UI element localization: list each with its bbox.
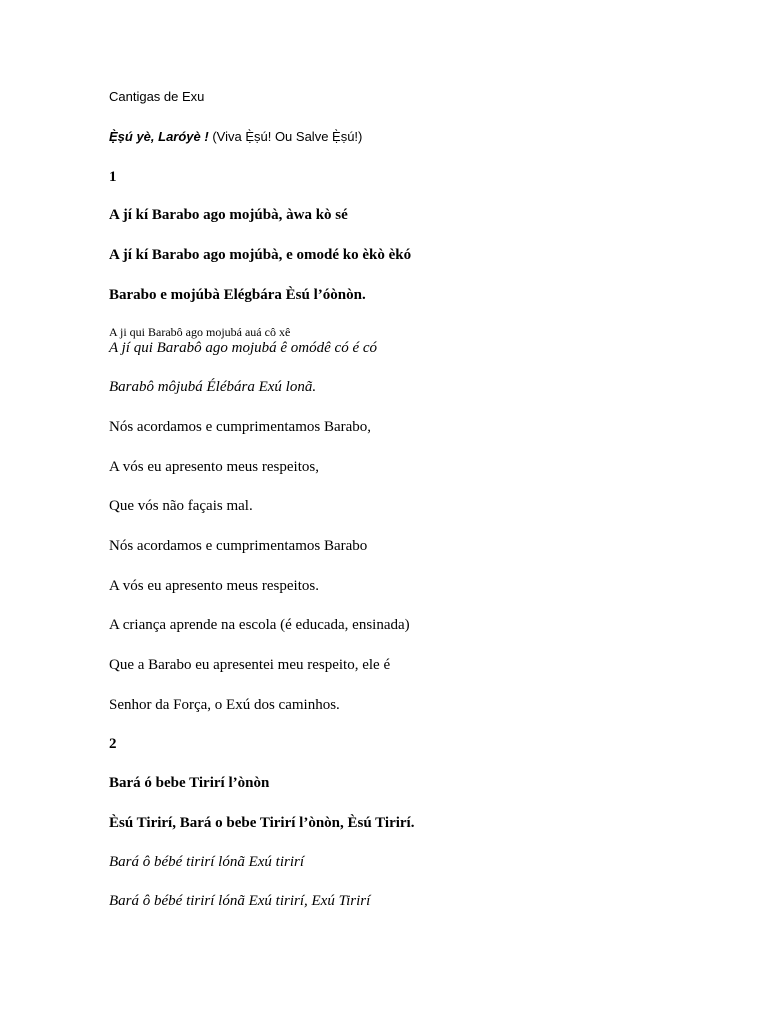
- yoruba-line: Barabo e mojúbà Elégbára Èsú l’óònòn.: [109, 287, 366, 303]
- translation-line: Que vós não façais mal.: [109, 498, 253, 514]
- section-number-1: 1: [109, 169, 117, 185]
- yoruba-line: A jí kí Barabo ago mojúbà, àwa kò sé: [109, 207, 348, 223]
- phonetic-line: Bará ô bébé tirirí lónã Exú tirirí: [109, 854, 304, 870]
- translation-line: Nós acordamos e cumprimentamos Barabo,: [109, 419, 372, 435]
- translation-line: A criança aprende na escola (é educada, ensinada): [109, 617, 410, 633]
- greeting-line: [109, 129, 362, 144]
- yoruba-line: Bará ó bebe Tirirí l’ònòn: [109, 775, 270, 791]
- greeting-translation: (Viva Ẹ̀ṣú! Ou Salve Ẹ̀ṣú!): [208, 129, 363, 144]
- phonetic-line: Bará ô bébé tirirí lónã Exú tirirí, Exú Tirirí: [109, 893, 371, 909]
- translation-line: Nós acordamos e cumprimentamos Barabo: [109, 538, 368, 554]
- yoruba-line: A jí kí Barabo ago mojúbà, e omodé ko èkò èkó: [109, 247, 412, 263]
- greeting-yoruba: Ẹ̀ṣú yè, Laróyè !: [109, 129, 209, 144]
- yoruba-line: Èsú Tirirí, Bará o bebe Tirirí l’ònòn, Èsú Tirirí.: [109, 815, 415, 831]
- phonetic-line: A jí qui Barabô ago mojubá ê omódê có é có: [109, 340, 378, 356]
- phonetic-line-small: A ji qui Barabô ago mojubá auá cô xê: [109, 325, 291, 339]
- translation-line: Que a Barabo eu apresentei meu respeito, ele é: [109, 657, 391, 673]
- section-number-2: 2: [109, 736, 117, 752]
- translation-line: Senhor da Força, o Exú dos caminhos.: [109, 697, 340, 713]
- translation-line: A vós eu apresento meus respeitos.: [109, 578, 319, 594]
- translation-line: A vós eu apresento meus respeitos,: [109, 459, 319, 475]
- document-title: Cantigas de Exu: [109, 89, 205, 104]
- phonetic-line: Barabô môjubá Élébára Exú lonã.: [109, 379, 317, 395]
